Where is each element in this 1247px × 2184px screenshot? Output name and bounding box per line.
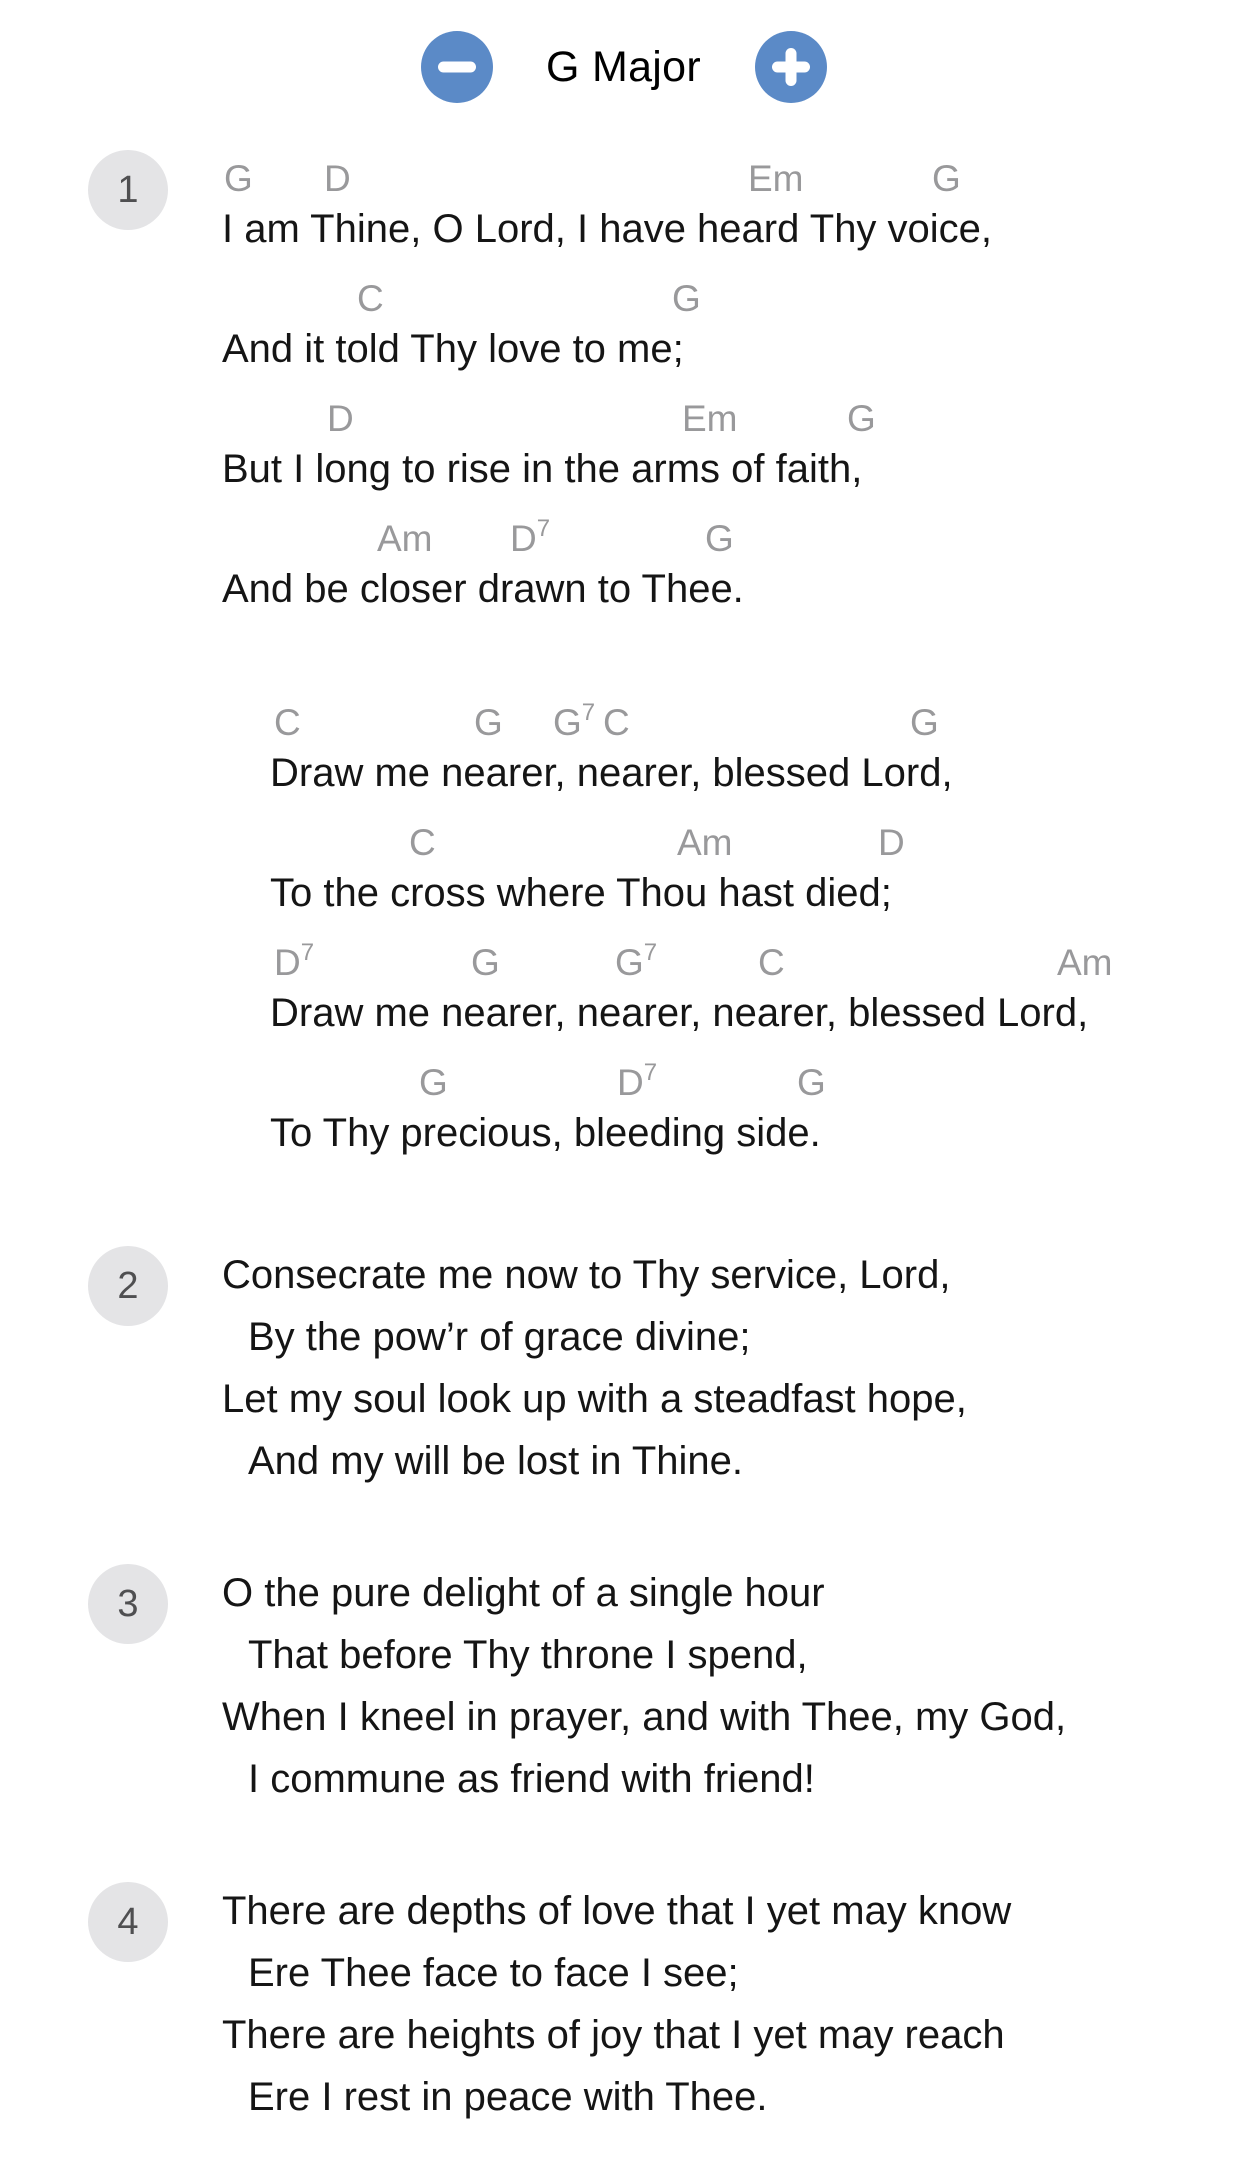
chord: C <box>409 822 436 863</box>
verse-number-badge: 2 <box>88 1246 168 1326</box>
lyric-line: Ere I rest in peace with Thee. <box>248 2075 768 2119</box>
chord: $G^7$ <box>553 698 596 743</box>
chord-line <box>222 390 1247 442</box>
chord: G <box>932 158 961 199</box>
transpose-up-button[interactable] <box>755 31 827 103</box>
chord: Am <box>1057 942 1113 983</box>
lyric-line: Let my soul look up with a steadfast hope, <box>222 1377 967 1421</box>
chord: G <box>224 158 253 199</box>
key-label: G Major <box>545 42 701 91</box>
lyric-line: There are heights of joy that I yet may reach <box>222 2013 1005 2057</box>
chord: G <box>471 942 500 983</box>
lyric-line: I am Thine, O Lord, I have heard Thy voice, <box>222 207 993 251</box>
song-sheet <box>0 104 1247 2128</box>
lyric-line: Draw me nearer, nearer, nearer, blessed Lord, <box>270 991 1089 1035</box>
verse-number-badge: 4 <box>88 1882 168 1962</box>
lyric-line: To Thy precious, bleeding side. <box>270 1111 821 1155</box>
chord: C <box>357 278 384 319</box>
chord: Am <box>677 822 733 863</box>
song-line <box>222 390 1247 510</box>
verse-section-3 <box>117 1562 1247 1810</box>
lyric-line: To the cross where Thou hast died; <box>270 871 892 915</box>
chord-quality: 7 <box>581 698 596 726</box>
song-line <box>270 694 1247 814</box>
chord: C <box>758 942 785 983</box>
lyric-line: And my will be lost in Thine. <box>248 1439 744 1483</box>
verse-number-badge: 1 <box>88 150 168 230</box>
chord-quality: 7 <box>643 1058 658 1086</box>
chord-line <box>222 510 1247 562</box>
chord: G <box>419 1062 448 1103</box>
chord-line <box>270 694 1247 746</box>
lyric-line: That before Thy throne I spend, <box>248 1633 808 1677</box>
plus-icon <box>755 31 827 103</box>
chord: $D^7$ <box>274 938 315 983</box>
song-line <box>270 814 1247 934</box>
song-line <box>270 934 1247 1054</box>
lyric-line: By the pow’r of grace divine; <box>248 1315 751 1359</box>
lyric-line: There are depths of love that I yet may know <box>222 1889 1012 1933</box>
song-line <box>270 1054 1247 1174</box>
chord-line <box>270 934 1247 986</box>
lyric-line: But I long to rise in the arms of faith, <box>222 447 863 491</box>
lyric-line: And be closer drawn to Thee. <box>222 567 744 611</box>
chord: G <box>797 1062 826 1103</box>
chord-line <box>270 814 1247 866</box>
minus-icon <box>421 31 493 103</box>
lyric-line: O the pure delight of a single hour <box>222 1571 825 1615</box>
chord: G <box>910 702 939 743</box>
chord: C <box>274 702 301 743</box>
chord-quality: 7 <box>643 938 658 966</box>
verse-number-badge: 3 <box>88 1564 168 1644</box>
song-line <box>222 150 1247 270</box>
chord: D <box>324 158 351 199</box>
chord-quality: 7 <box>300 938 315 966</box>
chord: $G^7$ <box>615 938 658 983</box>
chord: D <box>327 398 354 439</box>
chord: Em <box>748 158 804 199</box>
chord: D <box>878 822 905 863</box>
chord-line <box>222 270 1247 322</box>
chord: G <box>705 518 734 559</box>
transpose-down-button[interactable] <box>421 31 493 103</box>
lyric-line: Draw me nearer, nearer, blessed Lord, <box>270 751 953 795</box>
song-line <box>222 510 1247 630</box>
chord: C <box>603 702 630 743</box>
chord-line <box>270 1054 1247 1106</box>
chord: G <box>847 398 876 439</box>
transpose-controls <box>0 0 1247 104</box>
verse-section-1 <box>117 150 1247 630</box>
chord: $D^7$ <box>510 514 551 559</box>
lyric-line: Consecrate me now to Thy service, Lord, <box>222 1253 951 1297</box>
lyric-line: I commune as friend with friend! <box>248 1757 815 1801</box>
verse-section-4 <box>117 1880 1247 2128</box>
chord: $D^7$ <box>617 1058 658 1103</box>
chord: Am <box>377 518 433 559</box>
chorus-section <box>270 694 1247 1174</box>
lyric-line: And it told Thy love to me; <box>222 327 684 371</box>
lyric-line: When I kneel in prayer, and with Thee, my God, <box>222 1695 1067 1739</box>
chord: Em <box>682 398 738 439</box>
chord-line <box>222 150 1247 202</box>
chord-quality: 7 <box>536 514 551 542</box>
lyric-line: Ere Thee face to face I see; <box>248 1951 739 1995</box>
song-line <box>222 270 1247 390</box>
verse-section-2 <box>117 1244 1247 1492</box>
chord: G <box>474 702 503 743</box>
chord: G <box>672 278 701 319</box>
